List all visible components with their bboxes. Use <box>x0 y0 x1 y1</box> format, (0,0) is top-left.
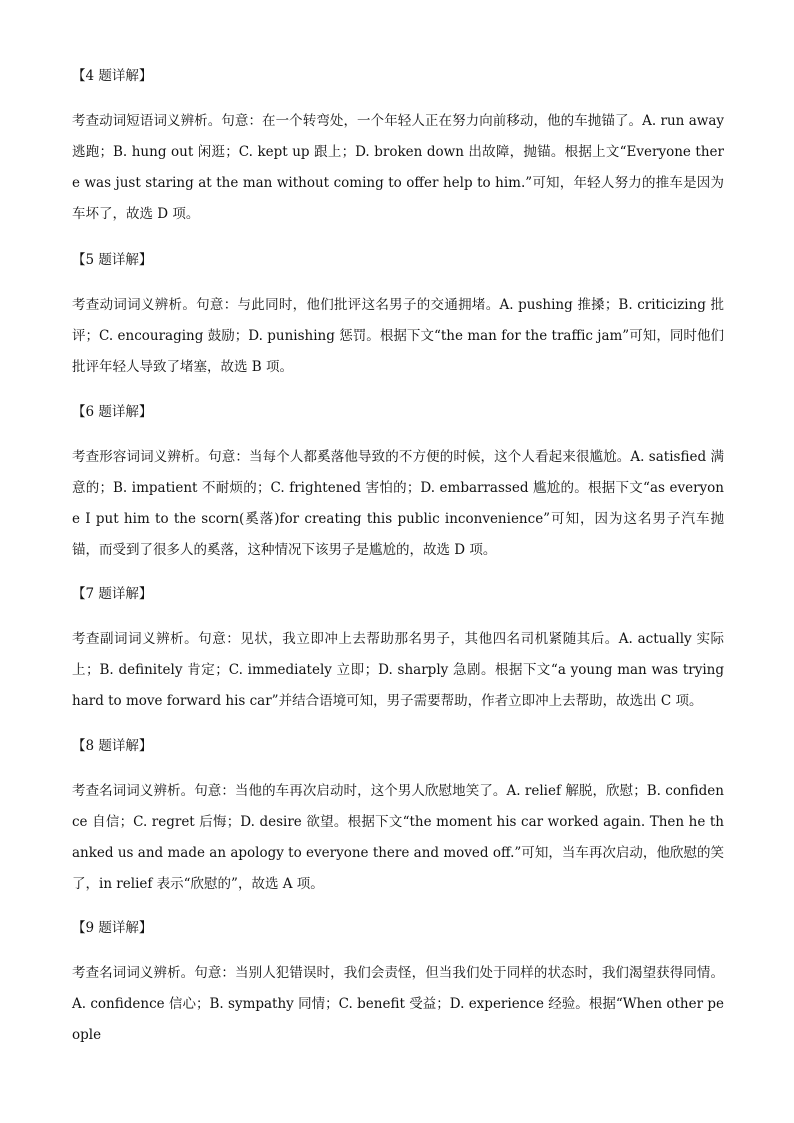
explanation-section-9 <box>72 918 724 1051</box>
explanation-section-4 <box>72 66 724 230</box>
section-heading: 【7 题详解】 <box>72 586 153 602</box>
section-heading: 【5 题详解】 <box>72 252 153 268</box>
section-text: 考查名词词义辨析。句意：当别人犯错误时，我们会责怪，但当我们处于同样的状态时，我们渴望获得同情。A. confidence 信心；B. sympathy 同情；C. benefit 受益；D. experience 经验。根据“When other people <box>72 965 724 1043</box>
section-text: 考查名词词义辨析。句意：当他的车再次启动时，这个男人欣慰地笑了。A. relief 解脱，欣慰；B. confidence 自信；C. regret 后悔；D. desire 欲望。根据下文“the moment his car worked again. Then he thanked us and made an apology to everyone there and moved off.”可知，当车再次启动，他欣慰的笑了，in relief 表示“欣慰的”，故选 A 项。 <box>72 783 725 892</box>
explanation-section-7 <box>72 584 724 717</box>
explanation-section-5 <box>72 250 724 383</box>
section-text: 考查动词短语词义辨析。句意：在一个转弯处，一个年轻人正在努力向前移动，他的车抛锚了。A. run away 逃跑；B. hung out 闲逛；C. kept up 跟上；D. broken down 出故障，抛锚。根据上文“Everyone there was just staring at the man without coming to offer help to him.”可知，年轻人努力的推车是因为车坏了，故选 D 项。 <box>72 113 724 222</box>
explanation-section-8 <box>72 736 724 900</box>
section-heading: 【4 题详解】 <box>72 68 153 84</box>
section-heading: 【8 题详解】 <box>72 738 153 754</box>
section-heading: 【6 题详解】 <box>72 404 153 420</box>
section-heading: 【9 题详解】 <box>72 920 153 936</box>
section-text: 考查副词词义辨析。句意：见状，我立即冲上去帮助那名男子，其他四名司机紧随其后。A. actually 实际上；B. definitely 肯定；C. immediately 立即；D. sharply 急剧。根据下文“a young man was trying hard to move forward his car”并结合语境可知，男子需要帮助，作者立即冲上去帮助，故选出 C 项。 <box>72 631 724 709</box>
section-text: 考查形容词词义辨析。句意：当每个人都奚落他导致的不方便的时候，这个人看起来很尴尬。A. satisfied 满意的；B. impatient 不耐烦的；C. frightened 害怕的；D. embarrassed 尴尬的。根据下文“as everyone I put him to the scorn(奚落)for creating this public inconvenience”可知，因为这名男子汽车抛锚，而受到了很多人的奚落，这种情况下该男子是尴尬的，故选 D 项。 <box>72 449 724 558</box>
explanation-section-6 <box>72 402 724 566</box>
section-text: 考查动词词义辨析。句意：与此同时，他们批评这名男子的交通拥堵。A. pushing 推搡；B. criticizing 批评；C. encouraging 鼓励；D. punishing 惩罚。根据下文“the man for the traffic jam”可知，同时他们批评年轻人导致了堵塞，故选 B 项。 <box>72 297 724 375</box>
